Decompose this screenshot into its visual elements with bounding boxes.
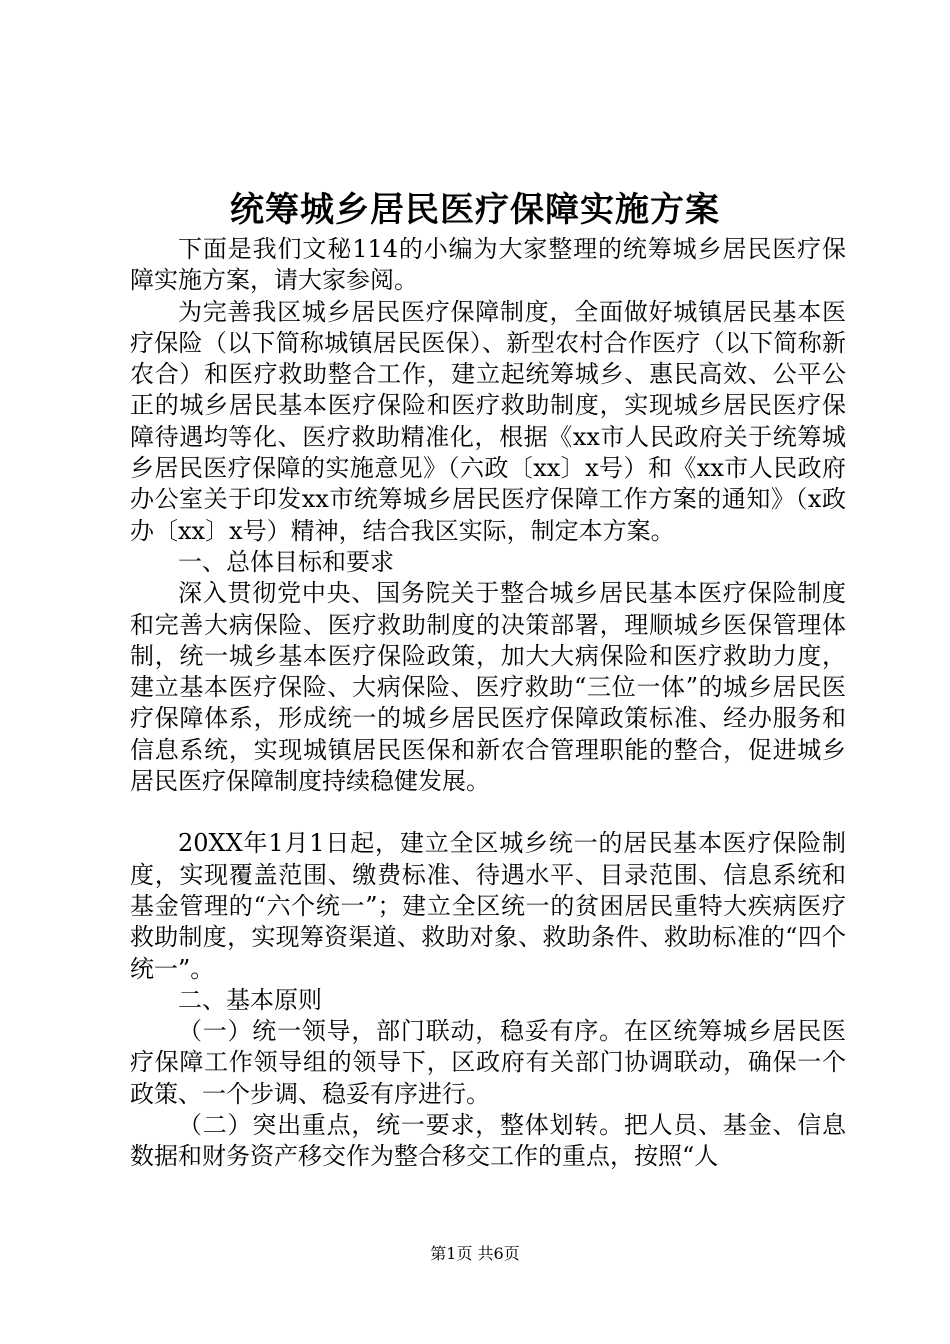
paragraph-principle-1: （一）统一领导，部门联动，稳妥有序。在区统筹城乡居民医疗保障工作领导组的领导下，区政府有关部门协调联动，确保一个政策、一个步调、稳妥有序进行。 [130,1017,846,1108]
page-footer: 第1页 共6页 [430,1244,520,1263]
paragraph-timeline: 20XX年1月1日起，建立全区城乡统一的居民基本医疗保险制度，实现覆盖范围、缴费标准、待遇水平、目录范围、信息系统和基金管理的“六个统一”；建立全区统一的贫困居民重特大疾病医疗救助制度，实现筹资渠道、救助对象、救助条件、救助标准的“四个统一”。 [130,829,846,983]
paragraph-principle-2: （二）突出重点，统一要求，整体划转。把人员、基金、信息数据和财务资产移交作为整合移交工作的重点，按照“人 [130,1111,846,1171]
section-heading-goals: 一、总体目标和要求 [178,547,394,576]
paragraph-purpose: 为完善我区城乡居民医疗保障制度，全面做好城镇居民基本医疗保险（以下简称城镇居民医保）、新型农村合作医疗（以下简称新农合）和医疗救助整合工作，建立起统筹城乡、惠民高效、公平公正的城乡居民基本医疗保险和医疗救助制度，实现城乡居民医疗保障待遇均等化、医疗救助精准化，根据《xx市人民政府关于统筹城乡居民医疗保障的实施意见》（六政〔xx〕x号）和《xx市人民政府办公室关于印发xx市统筹城乡居民医疗保障工作方案的通知》（x政办〔xx〕x号）精神，结合我区实际，制定本方案。 [130,297,846,545]
document-body [130,234,846,1173]
paragraph-goals: 深入贯彻党中央、国务院关于整合城乡居民基本医疗保险制度和完善大病保险、医疗救助制度的决策部署，理顺城乡医保管理体制，统一城乡基本医疗保险政策，加大大病保险和医疗救助力度，建立基本医疗保险、大病保险、医疗救助“三位一体”的城乡居民医疗保障体系，形成统一的城乡居民医疗保障政策标准、经办服务和信息系统，实现城镇居民医保和新农合管理职能的整合，促进城乡居民医疗保障制度持续稳健发展。 [130,579,846,796]
paragraph-intro: 下面是我们文秘114的小编为大家整理的统筹城乡居民医疗保障实施方案，请大家参阅。 [130,235,846,295]
document-title: 统筹城乡居民医疗保障实施方案 [230,190,720,230]
section-heading-principles: 二、基本原则 [178,985,322,1014]
